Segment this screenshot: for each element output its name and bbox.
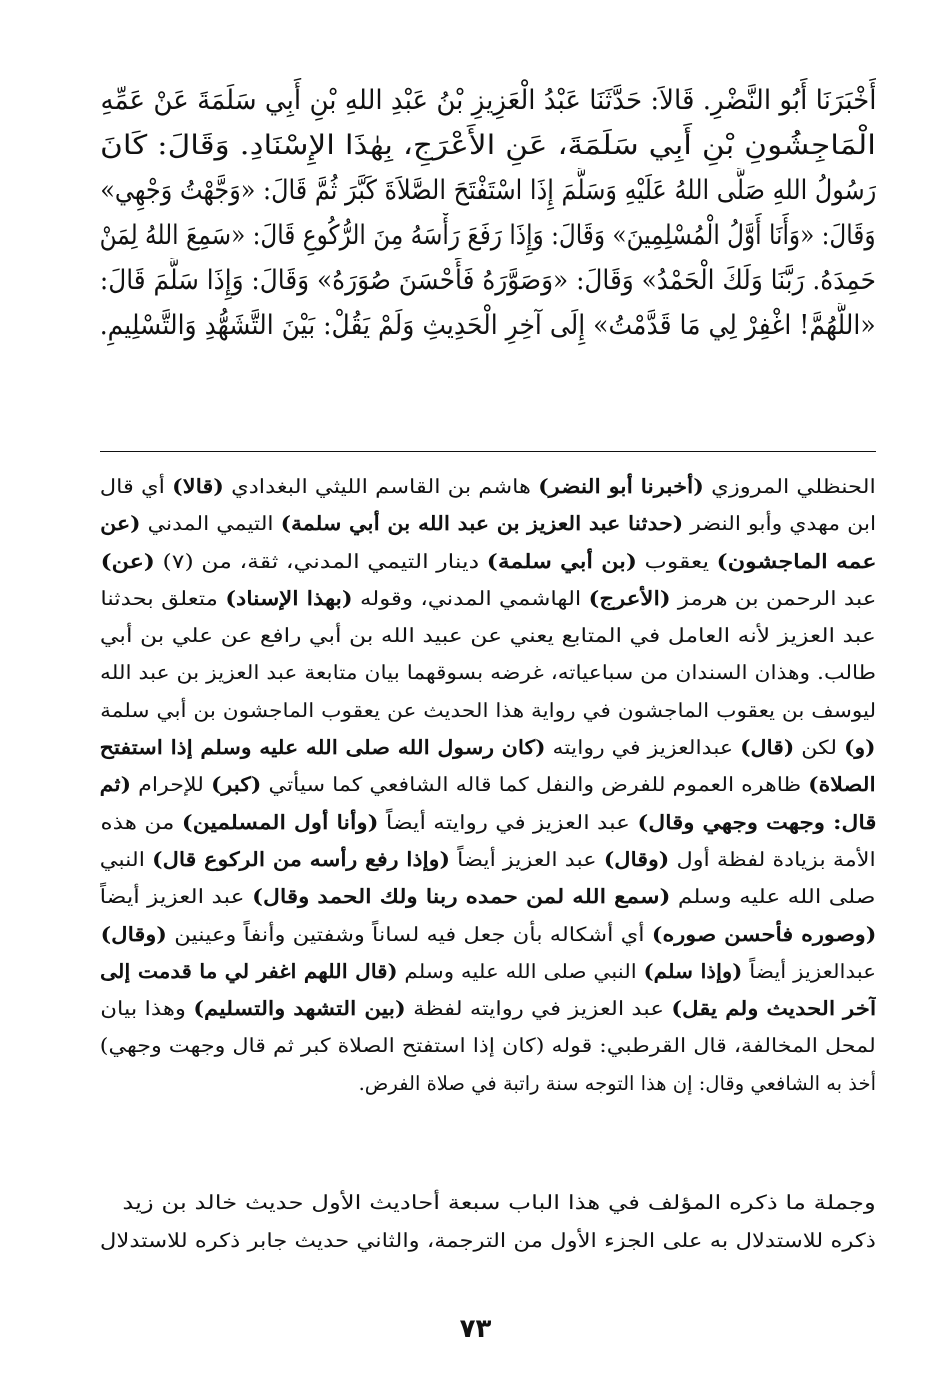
commentary-text: ابن مهدي وأبو النضر — [682, 512, 876, 536]
commentary-quoted-text: (كان رسول الله صلى الله عليه وسلم إذا استفتح — [100, 736, 546, 760]
commentary-text: يعقوب — [636, 549, 717, 573]
commentary-quoted-text: (أخبرنا أبو النضر) — [538, 475, 705, 498]
commentary-quoted-text: (قال اللهم اغفر لي ما قدمت إلى — [100, 959, 398, 983]
commentary-quoted-text: عمه الماجشون) — [716, 549, 876, 573]
commentary-text: التيمي المدني — [140, 512, 281, 536]
main-text-line: رَسُولُ اللهِ صَلَّى اللهُ عَلَيْهِ وَسَلَّمَ إِذَا اسْتَفْتَحَ الصَّلاَةَ كَبَّرَ ثُمَّ قَالَ: «وَجَّهْتُ وَجْهِي» — [100, 175, 876, 206]
commentary-text: النبي — [100, 847, 153, 871]
commentary-quoted-text: (وإذا رفع رأسه من الركوع قال) — [152, 847, 451, 871]
main-text-line: أَخْبَرَنَا أَبُو النَّضْرِ. قَالاَ: حَدَّثَنَا عَبْدُ الْعَزِيزِ بْنُ عَبْدِ اللهِ بْنِ أَبِي سَلَمَةَ عَنْ عَمِّهِ — [100, 85, 876, 116]
commentary-quoted-text: (وصوره فأحسن صوره) — [651, 922, 876, 946]
commentary-quoted-text: (و) — [844, 736, 876, 760]
main-text-line: حَمِدَهُ. رَبَّنَا وَلَكَ الْحَمْدُ» وَقَالَ: «وَصَوَّرَهُ فَأَحْسَنَ صُوَرَهُ» وَقَالَ: وَإِذَا سَلَّمَ قَالَ: — [100, 265, 876, 296]
commentary-text: عبد العزيز أيضاً — [100, 885, 253, 909]
commentary-text: هاشم بن القاسم الليثي البغدادي — [224, 475, 539, 498]
commentary-quoted-text: (عن — [100, 512, 141, 536]
commentary-line — [100, 766, 876, 803]
commentary-quoted-text: (وقال) — [100, 922, 167, 946]
commentary-quoted-text: (بن أبي سلمة) — [486, 549, 637, 573]
commentary-text: لكن — [794, 736, 845, 760]
commentary-text: ليوسف بن يعقوب الماجشون في رواية هذا الحديث عن يعقوب الماجشون بن أبي سلمة — [100, 698, 876, 722]
commentary-quoted-text: (وقال) — [603, 847, 670, 871]
commentary-text: أي أشكاله بأن جعل فيه لساناً وشفتين وأنفاً وعينين — [166, 922, 652, 946]
commentary-quoted-text: (بين التشهد والتسليم) — [192, 997, 406, 1021]
commentary-line — [100, 953, 876, 990]
commentary-text: عبد العزيز لأنه العامل في المتابع يعني عن عبيد الله بن أبي رافع عن علي بن أبي — [100, 624, 876, 648]
commentary-line — [100, 505, 876, 542]
commentary-text: عبد الرحمن بن هرمز — [670, 586, 876, 610]
summary-paragraph — [100, 1184, 876, 1260]
commentary-line — [100, 916, 876, 953]
commentary-line — [100, 617, 876, 654]
commentary-quoted-text: الصلاة) — [808, 773, 876, 797]
commentary-text: متعلق بحدثنا — [100, 586, 225, 610]
commentary-text: الحنظلي المروزي — [704, 475, 876, 498]
commentary-line — [100, 543, 876, 580]
commentary-line — [100, 580, 876, 617]
commentary-text: عبدالعزيز أيضاً — [742, 959, 876, 983]
commentary-line — [100, 1027, 876, 1064]
commentary-quoted-text: (الأعرج) — [588, 586, 671, 610]
commentary-text: ظاهره العموم للفرض والنفل كما قاله الشافعي كما سيأتي — [261, 773, 809, 797]
commentary-text: طالب. وهذان السندان من سباعياته، غرضه بسوقهما بيان متابعة عبد العزيز بن عبد الله — [100, 661, 876, 685]
commentary-text: عبد العزيز في روايته لفظة — [405, 997, 671, 1021]
commentary-line — [100, 990, 876, 1027]
commentary-quoted-text: (ثم — [100, 773, 132, 797]
main-text-block — [100, 78, 876, 348]
main-text-line: الْمَاجِشُونِ بْنِ أَبِي سَلَمَةَ، عَنِ الأَعْرَجِ، بِهٰذَا الإِسْنَادِ. وَقَالَ: كَانَ — [100, 130, 876, 161]
commentary-text: الهاشمي المدني، وقوله — [352, 586, 589, 610]
commentary-line — [100, 692, 876, 729]
commentary-line — [100, 468, 876, 505]
commentary-text: وهذا بيان — [100, 997, 193, 1021]
commentary-quoted-text: (حدثنا عبد العزيز بن عبد الله بن أبي سلمة) — [280, 512, 683, 536]
commentary-text: لمحل المخالفة، قال القرطبي: قوله (كان إذا استفتح الصلاة كبر ثم قال وجهت وجهي) — [100, 1034, 876, 1058]
commentary-text: من هذه — [100, 810, 182, 834]
commentary-block — [100, 468, 876, 1102]
main-hadith-text — [100, 78, 876, 348]
commentary-quoted-text: آخر الحديث ولم يقل) — [670, 997, 876, 1021]
commentary-text: النبي صلى الله عليه وسلم — [397, 959, 644, 983]
commentary-quoted-text: (قال) — [740, 736, 795, 760]
commentary-text: صلى الله عليه وسلم — [670, 885, 876, 909]
commentary-text: دينار التيمي المدني، ثقة، من (٧) — [154, 549, 487, 573]
commentary-text: أخذ به الشافعي وقال: إن هذا التوجه سنة راتبة في صلاة الفرض. — [358, 1071, 876, 1095]
summary-line: وجملة ما ذكره المؤلف في هذا الباب سبعة أحاديث الأول حديث خالد بن زيد — [122, 1191, 876, 1214]
commentary-quoted-text: قال: وجهت وجهي وقال) — [636, 810, 876, 834]
commentary-text: عبد العزيز أيضاً — [450, 847, 604, 871]
main-text-line: وَقَالَ: «وَأَنَا أَوَّلُ الْمُسْلِمِينَ» وَقَالَ: وَإِذَا رَفَعَ رَأْسَهُ مِنَ الرُّكُوعِ قَالَ: «سَمِعَ اللهُ لِمَنْ — [100, 220, 876, 251]
commentary-quoted-text: (كبر) — [211, 773, 262, 797]
commentary-quoted-text: (سمع الله لمن حمده ربنا ولك الحمد وقال) — [252, 885, 671, 909]
commentary-quoted-text: (عن) — [100, 549, 155, 573]
commentary-line — [100, 841, 876, 878]
commentary-quoted-text: (قالا) — [172, 475, 225, 498]
commentary-text: أي قال — [100, 475, 173, 498]
commentary-line — [100, 654, 876, 691]
commentary-text: عبد العزيز في روايته أيضاً — [378, 810, 637, 834]
commentary-line — [100, 878, 876, 915]
commentary-text: للإحرام — [131, 773, 212, 797]
summary-line: ذكره للاستدلال به على الجزء الأول من الترجمة، والثاني حديث جابر ذكره للاستدلال — [100, 1229, 876, 1252]
commentary-quoted-text: (وأنا أول المسلمين) — [181, 810, 379, 834]
footnote-divider — [100, 451, 876, 452]
commentary-quoted-text: (وإذا سلم) — [643, 959, 743, 983]
page-number: ٧٣ — [459, 1314, 492, 1344]
commentary-quoted-text: (بهذا الإسناد) — [224, 586, 353, 610]
commentary-line — [100, 1065, 876, 1102]
commentary-line — [100, 804, 876, 841]
commentary-line — [100, 729, 876, 766]
main-text-line: «اللَّهُمَّ! اغْفِرْ لِي مَا قَدَّمْتُ» إِلَى آخِرِ الْحَدِيثِ وَلَمْ يَقُلْ: بَيْنَ التَّشَهُّدِ وَالتَّسْلِيمِ. — [100, 310, 876, 341]
commentary-text: الأمة بزيادة لفظة أول — [669, 847, 876, 871]
commentary-text: عبدالعزيز في روايته — [545, 736, 741, 760]
